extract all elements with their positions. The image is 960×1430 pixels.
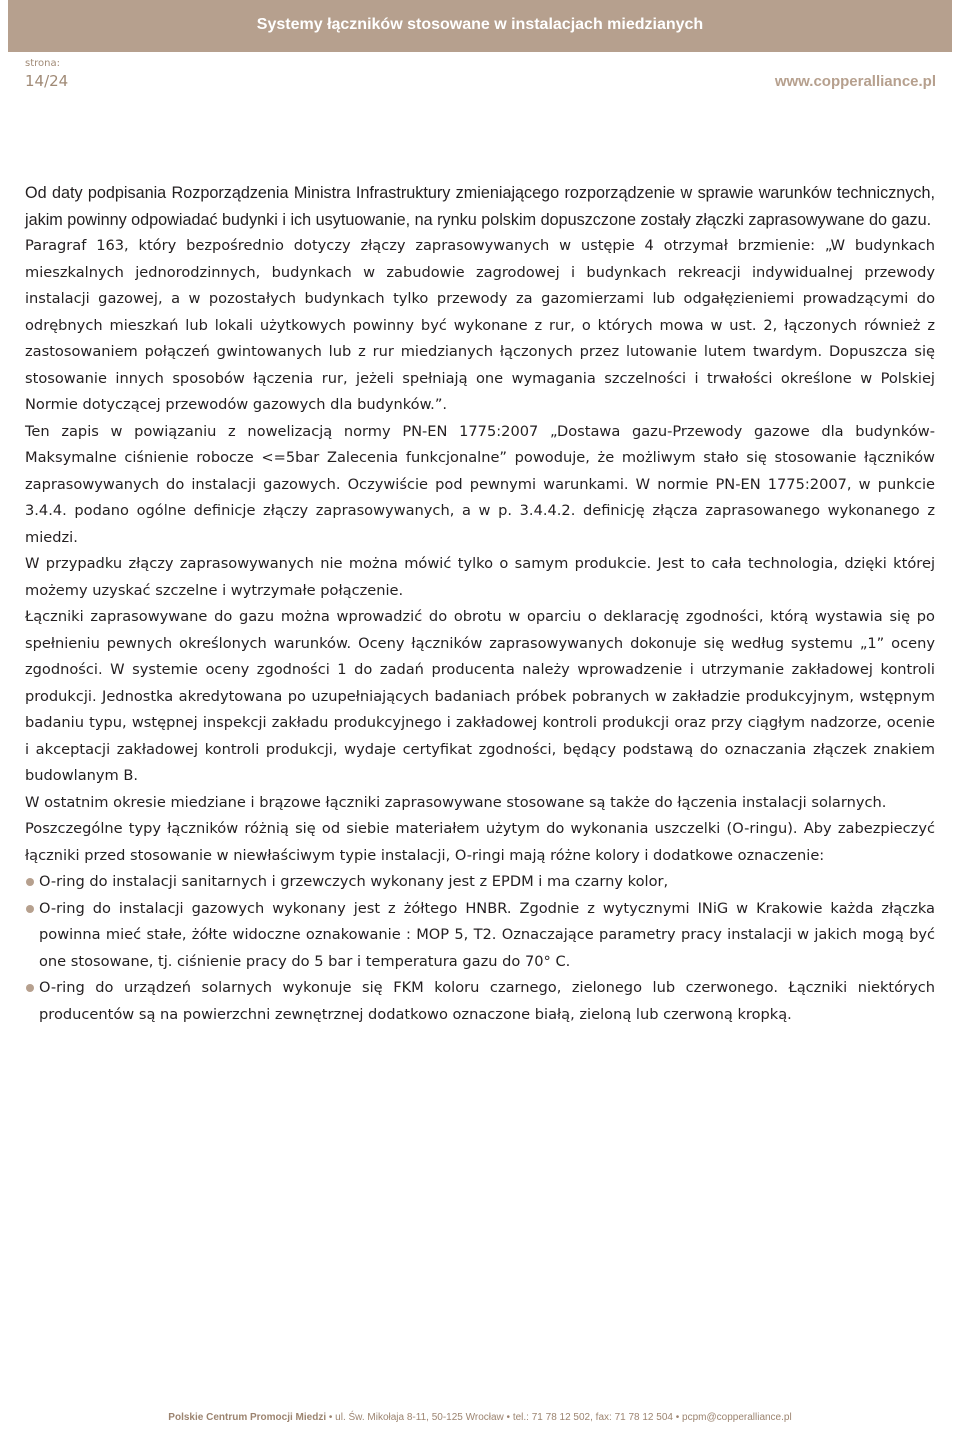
footer-phone: tel.: 71 78 12 502, fax: 71 78 12 504 xyxy=(512,1412,673,1423)
footer-address: ul. Św. Mikołaja 8-11, 50-125 Wrocław xyxy=(335,1412,504,1423)
footer-separator-icon: • xyxy=(506,1412,513,1423)
website-link[interactable]: www.copperalliance.pl xyxy=(774,73,936,90)
bullet-icon xyxy=(26,984,34,992)
footer-email[interactable]: pcpm@copperalliance.pl xyxy=(682,1412,792,1423)
paragraph: Ten zapis w powiązaniu z nowelizacją normy PN-EN 1775:2007 „Dostawa gazu-Przewody gazowe dla budynków-Maksymalne ciśnienie robocze <=5bar Zalecenia funkcjonalne” powoduje, że możliwym stało się stosowanie łączników zaprasowywanych do instalacji gazowych. Oczywiście pod pewnymi warunkami. W normie PN-EN 1775:2007, w punkcie 3.4.4. podano ogólne definicje złączy zaprasowywanych, a w p. 3.4.4.2. definicję złącza zaprasowanego wykonanego z miedzi. xyxy=(25,422,935,546)
document-title: Systemy łączników stosowane w instalacjach miedzianych xyxy=(256,16,704,33)
page-number: 14/24 xyxy=(25,72,69,90)
list-item xyxy=(25,975,935,1028)
page-label: strona: xyxy=(25,58,60,69)
bullet-icon xyxy=(26,905,34,913)
paragraph: Paragraf 163, który bezpośrednio dotyczy złączy zaprasowywanych w ustępie 4 otrzymał brzmienie: „W budynkach mieszkalnych jednorodzinnych, budynkach w zabudowie zagrodowej i budynkach rekreacji indywidualnej przewody instalacji gazowej, a w pozostałych budynkach tylko przewody za gazomierzami lub odgałęzieniemi prowadzącymi do odrębnych mieszkań lub lokali użytkowych powinny być wykonane z rur, o których mowa w ust. 2, łączonych również z zastosowaniem połączeń gwintowanych lub z rur miedzianych łączonych przez lutowanie lutem twardym. Dopuszcza się stosowanie innych sposobów łączenia rur, jeżeli spełniają one wymagania szczelności i trwałości określone w Polskiej Normie dotyczącej przewodów gazowych dla budynków.”. xyxy=(25,237,935,413)
list-item xyxy=(25,896,935,976)
list-item-text: O-ring do instalacji gazowych wykonany jest z żółtego HNBR. Zgodnie z wytycznymi INiG w Krakowie każda złączka powinna mieć stałe, żółte widoczne oznakowanie : MOP 5, T2. Oznaczające parametry pracy instalacji w jakich mogą być one stosowane, tj. ciśnienie pracy do 5 bar i temperatura gazu do 70° C. xyxy=(39,899,935,970)
list-item-text: O-ring do urządzeń solarnych wykonuje się FKM koloru czarnego, zielonego lub czerwonego. Łączniki niektórych producentów są na powierzchni zewnętrznej dodatkowo oznaczone białą, zieloną lub czerwoną kropką. xyxy=(39,979,935,1023)
paragraph: W przypadku złączy zaprasowywanych nie można mówić tylko o samym produkcie. Jest to cała technologia, dzięki której możemy uzyskać szczelne i wytrzymałe połączenie. xyxy=(25,555,935,599)
list-item-text: O-ring do instalacji sanitarnych i grzewczych wykonany jest z EPDM i ma czarny kolor, xyxy=(39,873,669,890)
paragraph: Poszczególne typy łączników różnią się od siebie materiałem użytym do wykonania uszczelki (O-ringu). Aby zabezpieczyć łączniki przed stosowanie w niewłaściwym typie instalacji, O-ringi mają różne kolory i dodatkowe oznaczenie: xyxy=(25,820,935,864)
document-body xyxy=(25,180,935,1028)
intro-paragraph: Od daty podpisania Rozporządzenia Ministra Infrastruktury zmieniającego rozporządzenie w sprawie warunków technicznych, jakim powinny odpowiadać budynki i ich usytuowanie, na rynku polskim dopuszczone zostały złączki zaprasowywane do gazu. xyxy=(25,184,935,229)
list-item xyxy=(25,869,935,896)
footer-organization: Polskie Centrum Promocji Miedzi xyxy=(168,1412,327,1423)
header-bar xyxy=(8,0,952,52)
footer-separator-icon: • xyxy=(328,1412,336,1423)
paragraph: Łączniki zaprasowywane do gazu można wprowadzić do obrotu w oparciu o deklarację zgodności, którą wystawia się po spełnieniu pewnych określonych warunków. Oceny łączników zaprasowywanych dokonuje się według systemu „1” oceny zgodności. W systemie oceny zgodności 1 do zadań producenta należy wprowadzenie i utrzymanie zakładowej kontroli produkcji. Jednostka akredytowana po uzupełniających badaniach próbek pobranych w zakładzie produkcyjnym, wstępnym badaniu typu, wstępnej inspekcji zakładu produkcyjnego i zakładowej kontroli produkcji oraz przy ciągłym nadzorze, ocenie i akceptacji zakładowej kontroli produkcji, wydaje certyfikat zgodności, będący podstawą do oznaczania złączek znakiem budowlanym B. xyxy=(25,608,935,784)
footer-separator-icon: • xyxy=(675,1412,683,1423)
paragraph: W ostatnim okresie miedziane i brązowe łączniki zaprasowywane stosowane są także do łączenia instalacji solarnych. xyxy=(25,793,887,811)
footer xyxy=(0,1412,960,1423)
o-ring-list xyxy=(25,869,935,1028)
bullet-icon xyxy=(26,878,34,886)
